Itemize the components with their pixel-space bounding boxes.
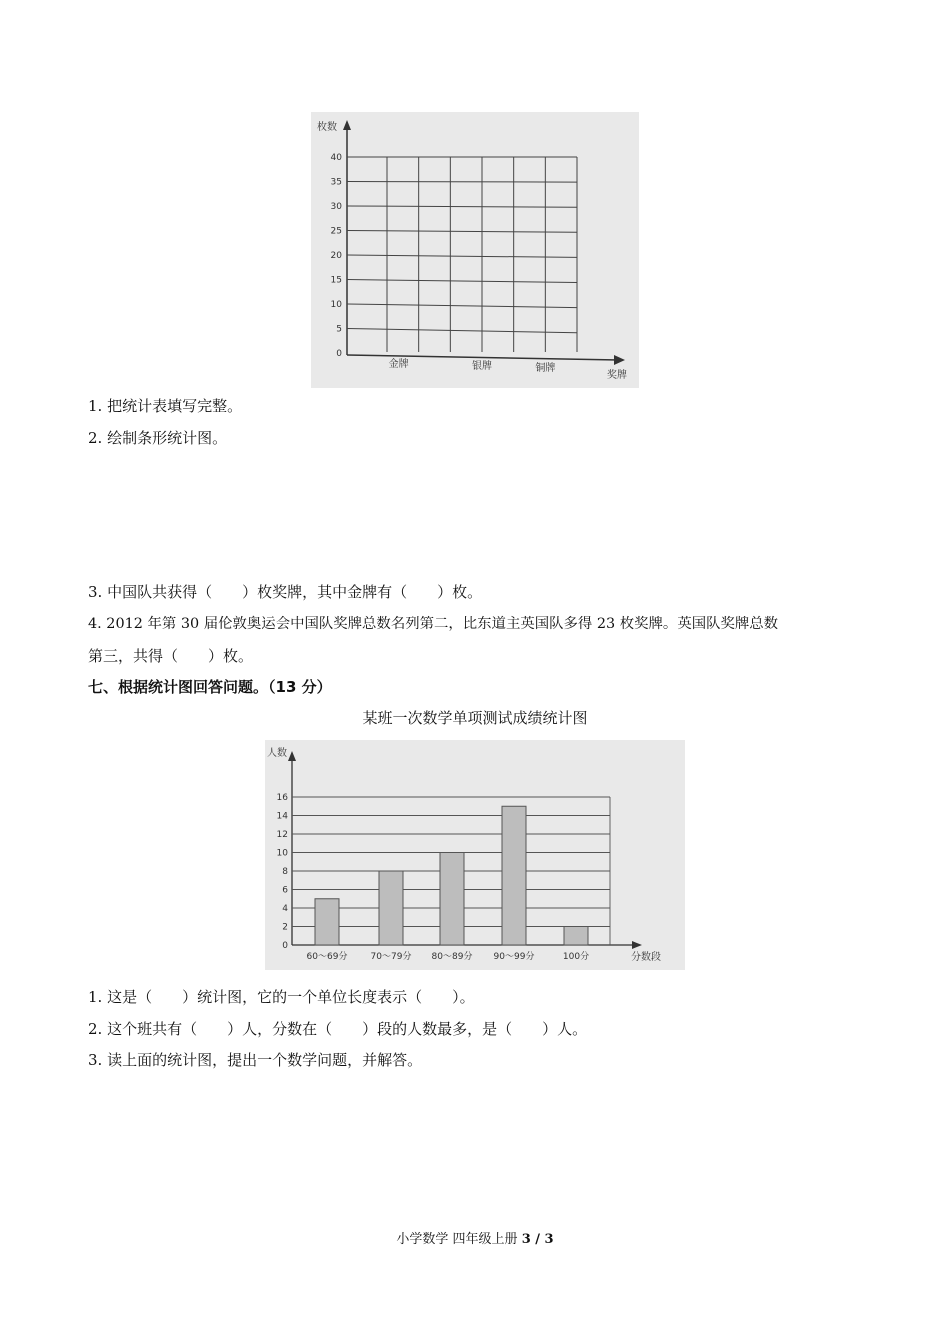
score-category-label: 80～89分 [431, 952, 473, 962]
score-bar [502, 806, 526, 945]
medal-y-tick: 0 [336, 349, 342, 359]
score-bar [564, 927, 588, 946]
medal-y-arrow [343, 120, 351, 130]
medal-gridline [347, 182, 577, 183]
score-categories [307, 950, 590, 962]
score-y-tick: 12 [276, 830, 288, 840]
score-bar [315, 899, 339, 945]
score-y-tick: 4 [282, 904, 288, 914]
score-y-tick: 10 [276, 848, 288, 859]
score-chart-svg [265, 740, 685, 970]
medal-gridline [347, 304, 577, 308]
medal-blank-chart [311, 112, 639, 388]
question-6-3: 3. 中国队共获得（ ）枚奖牌，其中金牌有（ ）枚。 [88, 583, 483, 601]
page-footer [0, 1228, 950, 1247]
score-bar [379, 871, 403, 945]
medal-category-label: 铜牌 [535, 363, 556, 374]
score-bars [315, 806, 588, 945]
medal-gridline [347, 231, 577, 233]
medal-y-tick: 15 [330, 275, 342, 286]
medal-xlabel: 奖牌 [607, 370, 627, 381]
medal-chart-svg [311, 112, 639, 388]
medal-gridline [347, 255, 577, 257]
medal-gridline [347, 280, 577, 283]
medal-y-tick: 5 [336, 324, 342, 335]
score-y-tick: 14 [276, 811, 288, 822]
score-y-tick: 2 [282, 922, 288, 933]
score-y-arrow [288, 751, 296, 761]
score-category-label: 100分 [562, 952, 590, 962]
question-6-4-line2: 第三，共得（ ）枚。 [88, 647, 254, 665]
medal-y-tick: 25 [330, 226, 342, 237]
score-bar-chart [265, 740, 685, 970]
question-7-1: 1. 这是（ ）统计图，它的一个单位长度表示（ ）。 [88, 988, 475, 1006]
medal-category-label: 银牌 [472, 361, 492, 372]
medal-gridline [347, 329, 577, 333]
medal-x-arrow [614, 355, 625, 365]
medal-y-ticks [331, 153, 343, 359]
footer-text: 小学数学 四年级上册 [396, 1232, 522, 1247]
score-ylabel: 人数 [267, 748, 287, 759]
chart-title: 某班一次数学单项测试成绩统计图 [362, 709, 588, 727]
score-xlabel: 分数段 [631, 952, 661, 963]
footer-page-number: 3 / 3 [521, 1232, 554, 1247]
score-category-label: 90～99分 [493, 952, 535, 962]
medal-category-label: 金牌 [388, 359, 409, 370]
medal-y-tick: 35 [330, 177, 342, 188]
medal-grid [347, 157, 577, 352]
question-7-3: 3. 读上面的统计图，提出一个数学问题，并解答。 [88, 1051, 423, 1069]
question-6-1: 1. 把统计表填写完整。 [88, 397, 243, 415]
score-y-tick: 16 [276, 793, 288, 803]
medal-ylabel: 枚数 [317, 122, 337, 133]
medal-y-tick: 40 [330, 153, 342, 163]
score-y-tick: 0 [282, 941, 288, 951]
question-7-2: 2. 这个班共有（ ）人，分数在（ ）段的人数最多，是（ ）人。 [88, 1020, 588, 1038]
question-6-4-line1: 4. 2012 年第 30 届伦敦奥运会中国队奖牌总数名列第二，比东道主英国队多得 23 枚奖牌。英国队奖牌总数 [88, 616, 779, 632]
medal-categories [389, 357, 556, 374]
score-y-ticks [277, 793, 289, 951]
score-category-label: 60～69分 [306, 952, 348, 962]
medal-y-tick: 10 [330, 300, 342, 310]
score-x-arrow [632, 941, 642, 949]
medal-y-tick: 30 [330, 202, 342, 212]
question-6-2: 2. 绘制条形统计图。 [88, 429, 228, 447]
score-bar [440, 853, 464, 946]
section-7-heading: 七、根据统计图回答问题。（13 分） [88, 678, 332, 696]
medal-gridline [347, 206, 577, 207]
score-y-tick: 6 [282, 885, 288, 896]
medal-y-tick: 20 [330, 251, 342, 261]
score-y-tick: 8 [282, 867, 288, 877]
score-category-label: 70～79分 [370, 952, 412, 962]
